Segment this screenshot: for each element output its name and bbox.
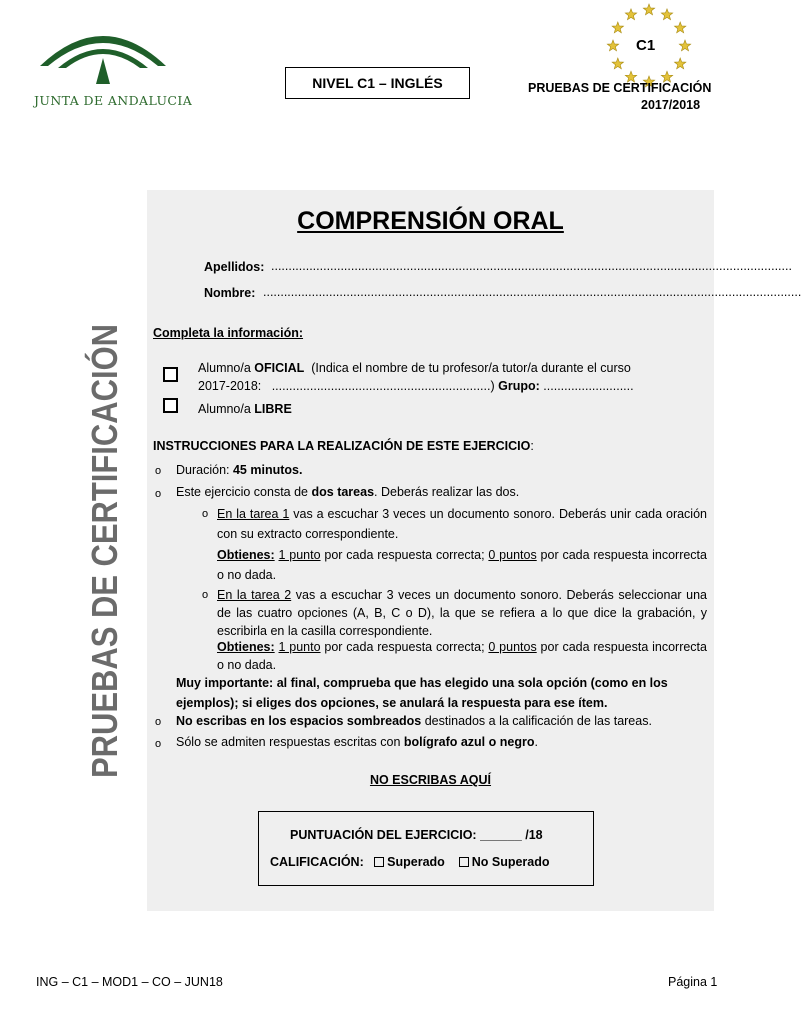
star-icon: [612, 58, 623, 69]
puntuacion-label: PUNTUACIÓN DEL EJERCICIO: ______ /18: [290, 828, 543, 842]
no-escribas-item: No escribas en los espacios sombreados destinados a la calificación de las tareas.: [176, 714, 652, 728]
star-icon: [612, 22, 623, 33]
superado-label: Superado: [387, 855, 445, 869]
tarea1-score: Obtienes: 1 punto por cada respuesta correcta; 0 puntos por cada respuesta incorrecta o no dada.: [217, 548, 707, 583]
oficial-line1: Alumno/a OFICIAL (Indica el nombre de tu profesor/a tutor/a durante el curso: [198, 361, 631, 375]
junta-logo: [36, 18, 171, 88]
tarea1-item: En la tarea 1 vas a escuchar 3 veces un documento sonoro. Deberás unir cada oración con su extracto correspondiente.: [217, 507, 707, 542]
star-icon: [607, 40, 618, 51]
grupo-field[interactable]: ..........................: [543, 379, 634, 393]
bullet-icon: o: [155, 488, 162, 500]
bullet-icon: o: [155, 716, 162, 728]
completa-label: Completa la información:: [153, 326, 304, 340]
calificacion-row: CALIFICACIÓN: Superado No Superado: [270, 855, 550, 869]
star-icon: [625, 9, 636, 20]
star-icon: [674, 22, 685, 33]
star-icon: [661, 9, 672, 20]
oficial-line2: 2017-2018: ...............................................................) Grupo: ..........................: [198, 379, 634, 393]
cert-year: 2017/2018: [641, 98, 701, 112]
tarea2-score: Obtienes: 1 punto por cada respuesta correcta; 0 puntos por cada respuesta incorrecta o no dada.: [217, 640, 707, 673]
star-icon: [679, 40, 690, 51]
footer-page: Página 1: [668, 975, 718, 989]
logo-text: JUNTA DE ANDALUCIA: [34, 93, 193, 108]
star-icon: [674, 58, 685, 69]
bullet-icon: o: [155, 738, 162, 750]
bullet-icon: o: [202, 589, 209, 601]
grupo-label: Grupo:: [498, 379, 540, 393]
instructions-heading: INSTRUCCIONES PARA LA REALIZACIÓN DE ESTE EJERCICIO:: [153, 439, 534, 453]
tarea2-item: En la tarea 2 vas a escuchar 3 veces un documento sonoro. Deberás seleccionar una de las cuatro opciones (A, B, C o D), la que se refiera a lo que dice la grabación, y escribirla en la casilla correspondiente.: [217, 588, 707, 639]
cert-title: PRUEBAS DE CERTIFICACIÓN: [528, 81, 712, 95]
solo-item: Sólo se admiten respuestas escritas con bolígrafo azul o negro.: [176, 735, 538, 749]
no-escribas-aqui: NO ESCRIBAS AQUÍ: [369, 773, 492, 787]
oficial-checkbox[interactable]: [163, 367, 178, 382]
apellidos-label: Apellidos:: [204, 260, 265, 274]
bullet-icon: o: [202, 508, 209, 520]
level-box: NIVEL C1 – INGLÉS: [285, 67, 470, 99]
libre-line: Alumno/a LIBRE: [198, 402, 292, 416]
no-superado-checkbox[interactable]: [459, 857, 469, 867]
nombre-field[interactable]: ...........................................................................................................................................................: [263, 285, 801, 299]
tutor-field[interactable]: ...............................................................): [271, 379, 495, 393]
no-superado-label: No Superado: [471, 855, 550, 869]
star-icon: [643, 4, 654, 15]
badge-level: C1: [636, 37, 656, 54]
duracion-item: Duración: 45 minutos.: [176, 463, 303, 477]
apellidos-field[interactable]: ......................................................................................................................................................: [271, 259, 792, 273]
side-label: [78, 249, 133, 778]
nombre-label: Nombre:: [204, 286, 256, 300]
superado-checkbox[interactable]: [374, 857, 384, 867]
oficial-bold: OFICIAL: [254, 361, 305, 375]
score-box: [258, 811, 594, 886]
footer-code: ING – C1 – MOD1 – CO – JUN18: [36, 975, 223, 989]
libre-checkbox[interactable]: [163, 398, 178, 413]
consta-item: Este ejercicio consta de dos tareas. Deberás realizar las dos.: [176, 485, 520, 499]
importante-note: Muy importante: al final, comprueba que has elegido una sola opción (como en los ejemplos); si eliges dos opciones, se anulará la respuesta para ese ítem.: [176, 676, 668, 711]
bullet-icon: o: [155, 465, 162, 477]
side-label-text: PRUEBAS DE CERTIFICACIÓN: [84, 249, 125, 778]
page-title: COMPRENSIÓN ORAL: [297, 207, 564, 235]
